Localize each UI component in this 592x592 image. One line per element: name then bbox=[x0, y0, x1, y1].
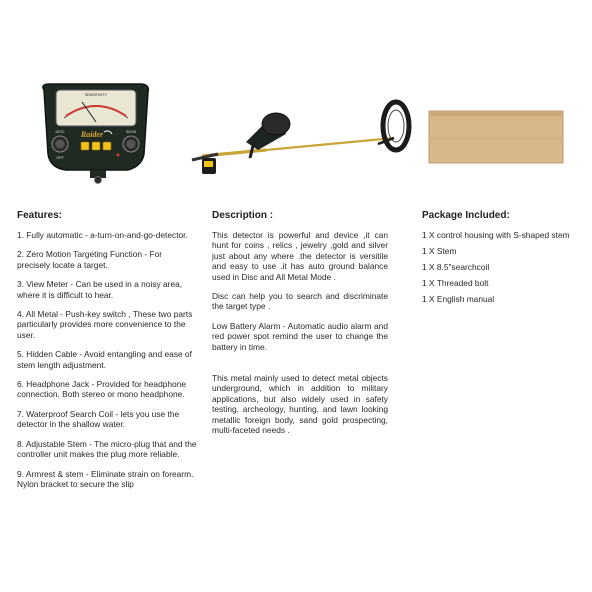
package-item: 1 X English manual bbox=[422, 294, 495, 304]
package-heading: Package Included: bbox=[422, 210, 510, 221]
package-item: 1 X 8.5"searchcoil bbox=[422, 262, 490, 272]
feature-item: 3. View Meter - Can be used in a noisy area, where it is difficult to hear. bbox=[17, 279, 183, 300]
package-box-image bbox=[428, 108, 568, 166]
feature-item: 2. Zero Motion Targeting Function - For precisely locate a target. bbox=[17, 249, 163, 270]
description-paragraph: Low Battery Alarm - Automatic audio alarm and red power spot remind the user to change the battery in time. bbox=[212, 320, 388, 352]
description-section bbox=[212, 210, 388, 445]
feature-item: 7. Waterproof Search Coil - lets you use the detector in the shallow water. bbox=[17, 408, 180, 430]
feature-item: 5. Hidden Cable - Avoid entangling and ease of stem length adjustment. bbox=[17, 349, 192, 370]
disc-label: DISC bbox=[55, 130, 65, 134]
feature-item: 9. Armrest & stem - Eliminate strain on forearm. Nylon bracket to secure the slip bbox=[17, 468, 194, 489]
power-led bbox=[117, 154, 120, 157]
disc-knob[interactable] bbox=[52, 136, 68, 152]
sens-knob[interactable] bbox=[123, 136, 139, 152]
sens-label: SENS bbox=[125, 130, 137, 134]
mode-button-1[interactable] bbox=[81, 142, 89, 150]
feature-item: 6. Headphone Jack - Provided for headphone connection. Both stereo or mono headphone. bbox=[17, 379, 187, 400]
description-heading: Description : bbox=[212, 210, 274, 221]
feature-item: 1. Fully automatic - a-turn-on-and-go-detector. bbox=[17, 230, 188, 240]
features-heading: Features: bbox=[17, 210, 63, 221]
package-section bbox=[422, 210, 587, 310]
package-item: 1 X control housing with S-shaped stem bbox=[422, 230, 570, 240]
control-panel-image bbox=[36, 82, 156, 192]
feature-item: 4. All Metal - Push-key switch , These two parts particularly provides more convenience to the user. bbox=[17, 309, 193, 340]
mode-button-3[interactable] bbox=[103, 142, 111, 150]
description-paragraph: Disc can help you to search and discriminate the target type . bbox=[212, 291, 388, 312]
description-paragraph: This metal mainly used to detect metal objects underground, which in addition to military applications, but also widely used in safety testing, archeology, hunting, and lawn looking metallic foreign body, sand gold prospecting, multi-faceted needs . bbox=[212, 373, 388, 436]
off-label: OFF bbox=[56, 156, 64, 160]
features-section bbox=[17, 210, 197, 498]
feature-item: 8. Adjustable Stem - The micro-plug that and the controller unit makes the plug more reliable. bbox=[17, 438, 197, 460]
description-paragraph: This detector is powerful and device ,it can hunt for coins , relics , jewelry ,gold and silver just about any where .the detector is versitile and easy to use .it has auto ground balance used in Disc and All Metal Mode . bbox=[212, 230, 388, 282]
mode-button-2[interactable] bbox=[92, 142, 100, 150]
brand-logo: Raider bbox=[80, 130, 104, 139]
meter-label: SENSITIVITY bbox=[85, 93, 107, 97]
package-item: 1 X Stem bbox=[422, 246, 457, 256]
package-item: 1 X Threaded bolt bbox=[422, 278, 489, 288]
metal-detector-image bbox=[188, 98, 418, 188]
